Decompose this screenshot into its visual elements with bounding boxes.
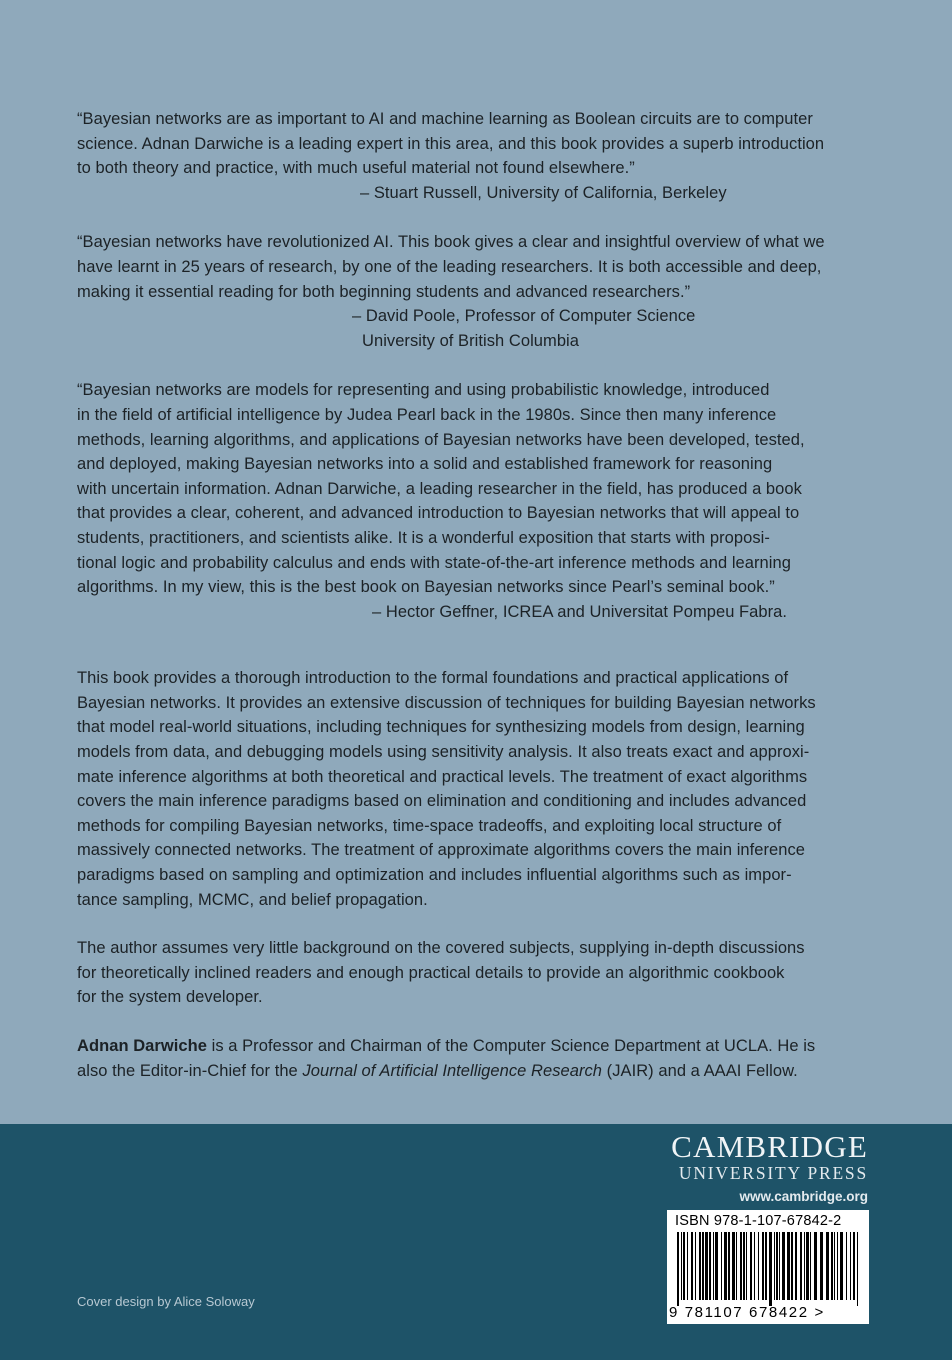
barcode-bar — [746, 1232, 747, 1300]
barcode-bar — [754, 1232, 755, 1300]
quote-line: tional logic and probability calculus and ends with state-of-the-art inference methods and learning — [77, 553, 791, 572]
quote-line: with uncertain information. Adnan Darwiche, a leading researcher in the field, has produced a book — [77, 479, 802, 498]
barcode-bar — [774, 1232, 775, 1300]
author-bio-text: is a Professor and Chairman of the Computer Science Department at UCLA. He is — [206, 1037, 816, 1055]
barcode-digits: 9 781107 678422 > — [669, 1304, 825, 1321]
barcode-bar — [736, 1232, 737, 1300]
description-line: tance sampling, MCMC, and belief propagation. — [77, 890, 428, 909]
barcode-bar — [840, 1232, 843, 1300]
quote-line: students, practitioners, and scientists alike. It is a wonderful exposition that starts with proposi- — [77, 528, 770, 547]
quote-attribution: University of British Columbia — [362, 331, 579, 350]
description-line: mate inference algorithms at both theoretical and practical levels. The treatment of exact algorithms — [77, 767, 808, 786]
endorsement-quote — [77, 107, 867, 205]
barcode-bar — [795, 1232, 797, 1300]
barcode-bar — [750, 1232, 752, 1300]
endorsement-quote — [77, 378, 867, 624]
barcode-bar — [765, 1232, 767, 1300]
description-line: that model real-world situations, including techniques for synthesizing models from design, learning — [77, 718, 805, 737]
quote-line: science. Adnan Darwiche is a leading expert in this area, and this book provides a superb introduction — [77, 134, 825, 153]
barcode-bar — [691, 1232, 693, 1300]
quote-attribution: – David Poole, Professor of Computer Science — [352, 307, 696, 326]
description-line: for theoretically inclined readers and enough practical details to provide an algorithmic cookbook — [77, 963, 785, 982]
quote-line: “Bayesian networks have revolutionized AI. This book gives a clear and insightful overview of what we — [77, 233, 825, 252]
publisher-logo — [671, 1131, 868, 1207]
quote-attribution: – Stuart Russell, University of California, Berkeley — [360, 183, 727, 202]
publisher-band — [0, 1124, 952, 1360]
quote-line: “Bayesian networks are as important to AI and machine learning as Boolean circuits are to computer — [77, 110, 813, 128]
barcode-bar — [791, 1232, 793, 1300]
quote-attribution: – Hector Geffner, ICREA and Universitat Pompeu Fabra. — [372, 602, 788, 621]
barcode-bar — [683, 1232, 685, 1300]
barcode-bar — [702, 1232, 704, 1300]
description-line: covers the main inference paradigms based on elimination and conditioning and includes advanced — [77, 792, 807, 811]
barcode-bar — [810, 1232, 811, 1300]
barcode-bar — [724, 1232, 727, 1300]
barcode-bar — [769, 1232, 772, 1306]
barcode-bar — [758, 1232, 759, 1300]
barcode-bar — [826, 1232, 829, 1300]
publisher-subname: UNIVERSITY PRESS — [678, 1163, 868, 1183]
journal-title: Journal of Artificial Intelligence Research — [302, 1061, 603, 1080]
barcode-bar — [814, 1232, 817, 1300]
barcode-bar — [740, 1232, 742, 1300]
description-line: massively connected networks. The treatment of approximate algorithms covers the main inference — [77, 841, 806, 860]
barcode-bar — [837, 1232, 838, 1300]
barcode-bar — [743, 1232, 745, 1300]
endorsement-quote — [77, 230, 867, 353]
description-line: for the system developer. — [77, 988, 263, 1007]
description-line: This book provides a thorough introduction to the formal foundations and practical applications of — [77, 669, 789, 688]
author-bio-text: (JAIR) and a AAAI Fellow. — [602, 1061, 798, 1080]
author-bio — [77, 1034, 867, 1083]
barcode-bar — [846, 1232, 847, 1300]
barcode-bar — [699, 1232, 701, 1300]
quote-line: have learnt in 25 years of research, by one of the leading researchers. It is both accessible and deep, — [77, 257, 822, 276]
quote-line: methods, learning algorithms, and applications of Bayesian networks have been developed, tested, — [77, 430, 805, 449]
cover-credit: Cover design by Alice Soloway — [77, 1294, 255, 1309]
description-paragraph — [77, 666, 867, 912]
quote-line: making it essential reading for both beginning students and advanced researchers.” — [77, 282, 691, 301]
quote-line: to both theory and practice, with much useful material not found elsewhere.” — [77, 159, 635, 178]
description-line: Bayesian networks. It provides an extensive discussion of techniques for building Bayesian networks — [77, 693, 816, 712]
isbn-label: ISBN 978-1-107-67842-2 — [675, 1213, 842, 1229]
quote-line: algorithms. In my view, this is the best book on Bayesian networks since Pearl’s seminal book.” — [77, 578, 775, 597]
barcode-bar — [762, 1232, 764, 1300]
description-line: paradigms based on sampling and optimization and includes influential algorithms such as impor- — [77, 866, 792, 885]
barcode-bar — [709, 1232, 711, 1300]
barcode-bar — [820, 1232, 823, 1300]
barcode-bar — [721, 1232, 722, 1300]
publisher-name: CAMBRIDGE — [671, 1129, 868, 1164]
author-bio-text: also the Editor-in-Chief for the — [77, 1061, 303, 1080]
barcode-bar — [715, 1232, 718, 1300]
quote-line: “Bayesian networks are models for representing and using probabilistic knowledge, introduced — [77, 381, 770, 400]
barcode-bar — [853, 1232, 855, 1300]
barcode-bar — [806, 1232, 809, 1300]
description-line: models from data, and debugging models using sensitivity analysis. It also treats exact and approxi- — [77, 743, 810, 762]
barcode-bar — [850, 1232, 851, 1300]
quote-line: in the field of artificial intelligence by Judea Pearl back in the 1980s. Since then many inference — [77, 405, 777, 424]
book-description — [77, 666, 867, 1010]
barcode-bar — [728, 1232, 730, 1300]
barcode-bar — [687, 1232, 688, 1300]
barcode-bars — [677, 1232, 861, 1306]
barcode-bar — [779, 1232, 780, 1300]
description-line: The author assumes very little background on the covered subjects, supplying in-depth discussions — [77, 939, 805, 958]
barcode-bar — [705, 1232, 708, 1300]
barcode-bar — [677, 1232, 679, 1306]
barcode-bar — [732, 1232, 735, 1300]
barcode-bar — [800, 1232, 802, 1300]
back-cover-text — [77, 107, 867, 1083]
barcode-bar — [857, 1232, 858, 1306]
barcode-bar — [695, 1232, 696, 1300]
description-line: methods for compiling Bayesian networks, time-space tradeoffs, and exploiting local structure of — [77, 816, 782, 835]
description-paragraph — [77, 936, 867, 1010]
barcode-bar — [804, 1232, 805, 1300]
barcode-bar — [776, 1232, 778, 1300]
publisher-url: www.cambridge.org — [739, 1189, 868, 1204]
barcode-bar — [787, 1232, 790, 1300]
barcode-bar — [834, 1232, 835, 1300]
isbn-barcode — [667, 1210, 869, 1324]
barcode-bar — [681, 1232, 682, 1300]
barcode-bar — [831, 1232, 833, 1300]
barcode-bar — [782, 1232, 785, 1300]
endorsements — [77, 107, 867, 624]
quote-line: that provides a clear, coherent, and advanced introduction to Bayesian networks that will appeal to — [77, 504, 800, 523]
quote-line: and deployed, making Bayesian networks into a solid and established framework for reasoning — [77, 455, 773, 474]
author-name: Adnan Darwiche — [77, 1037, 207, 1055]
barcode-bar — [713, 1232, 714, 1300]
